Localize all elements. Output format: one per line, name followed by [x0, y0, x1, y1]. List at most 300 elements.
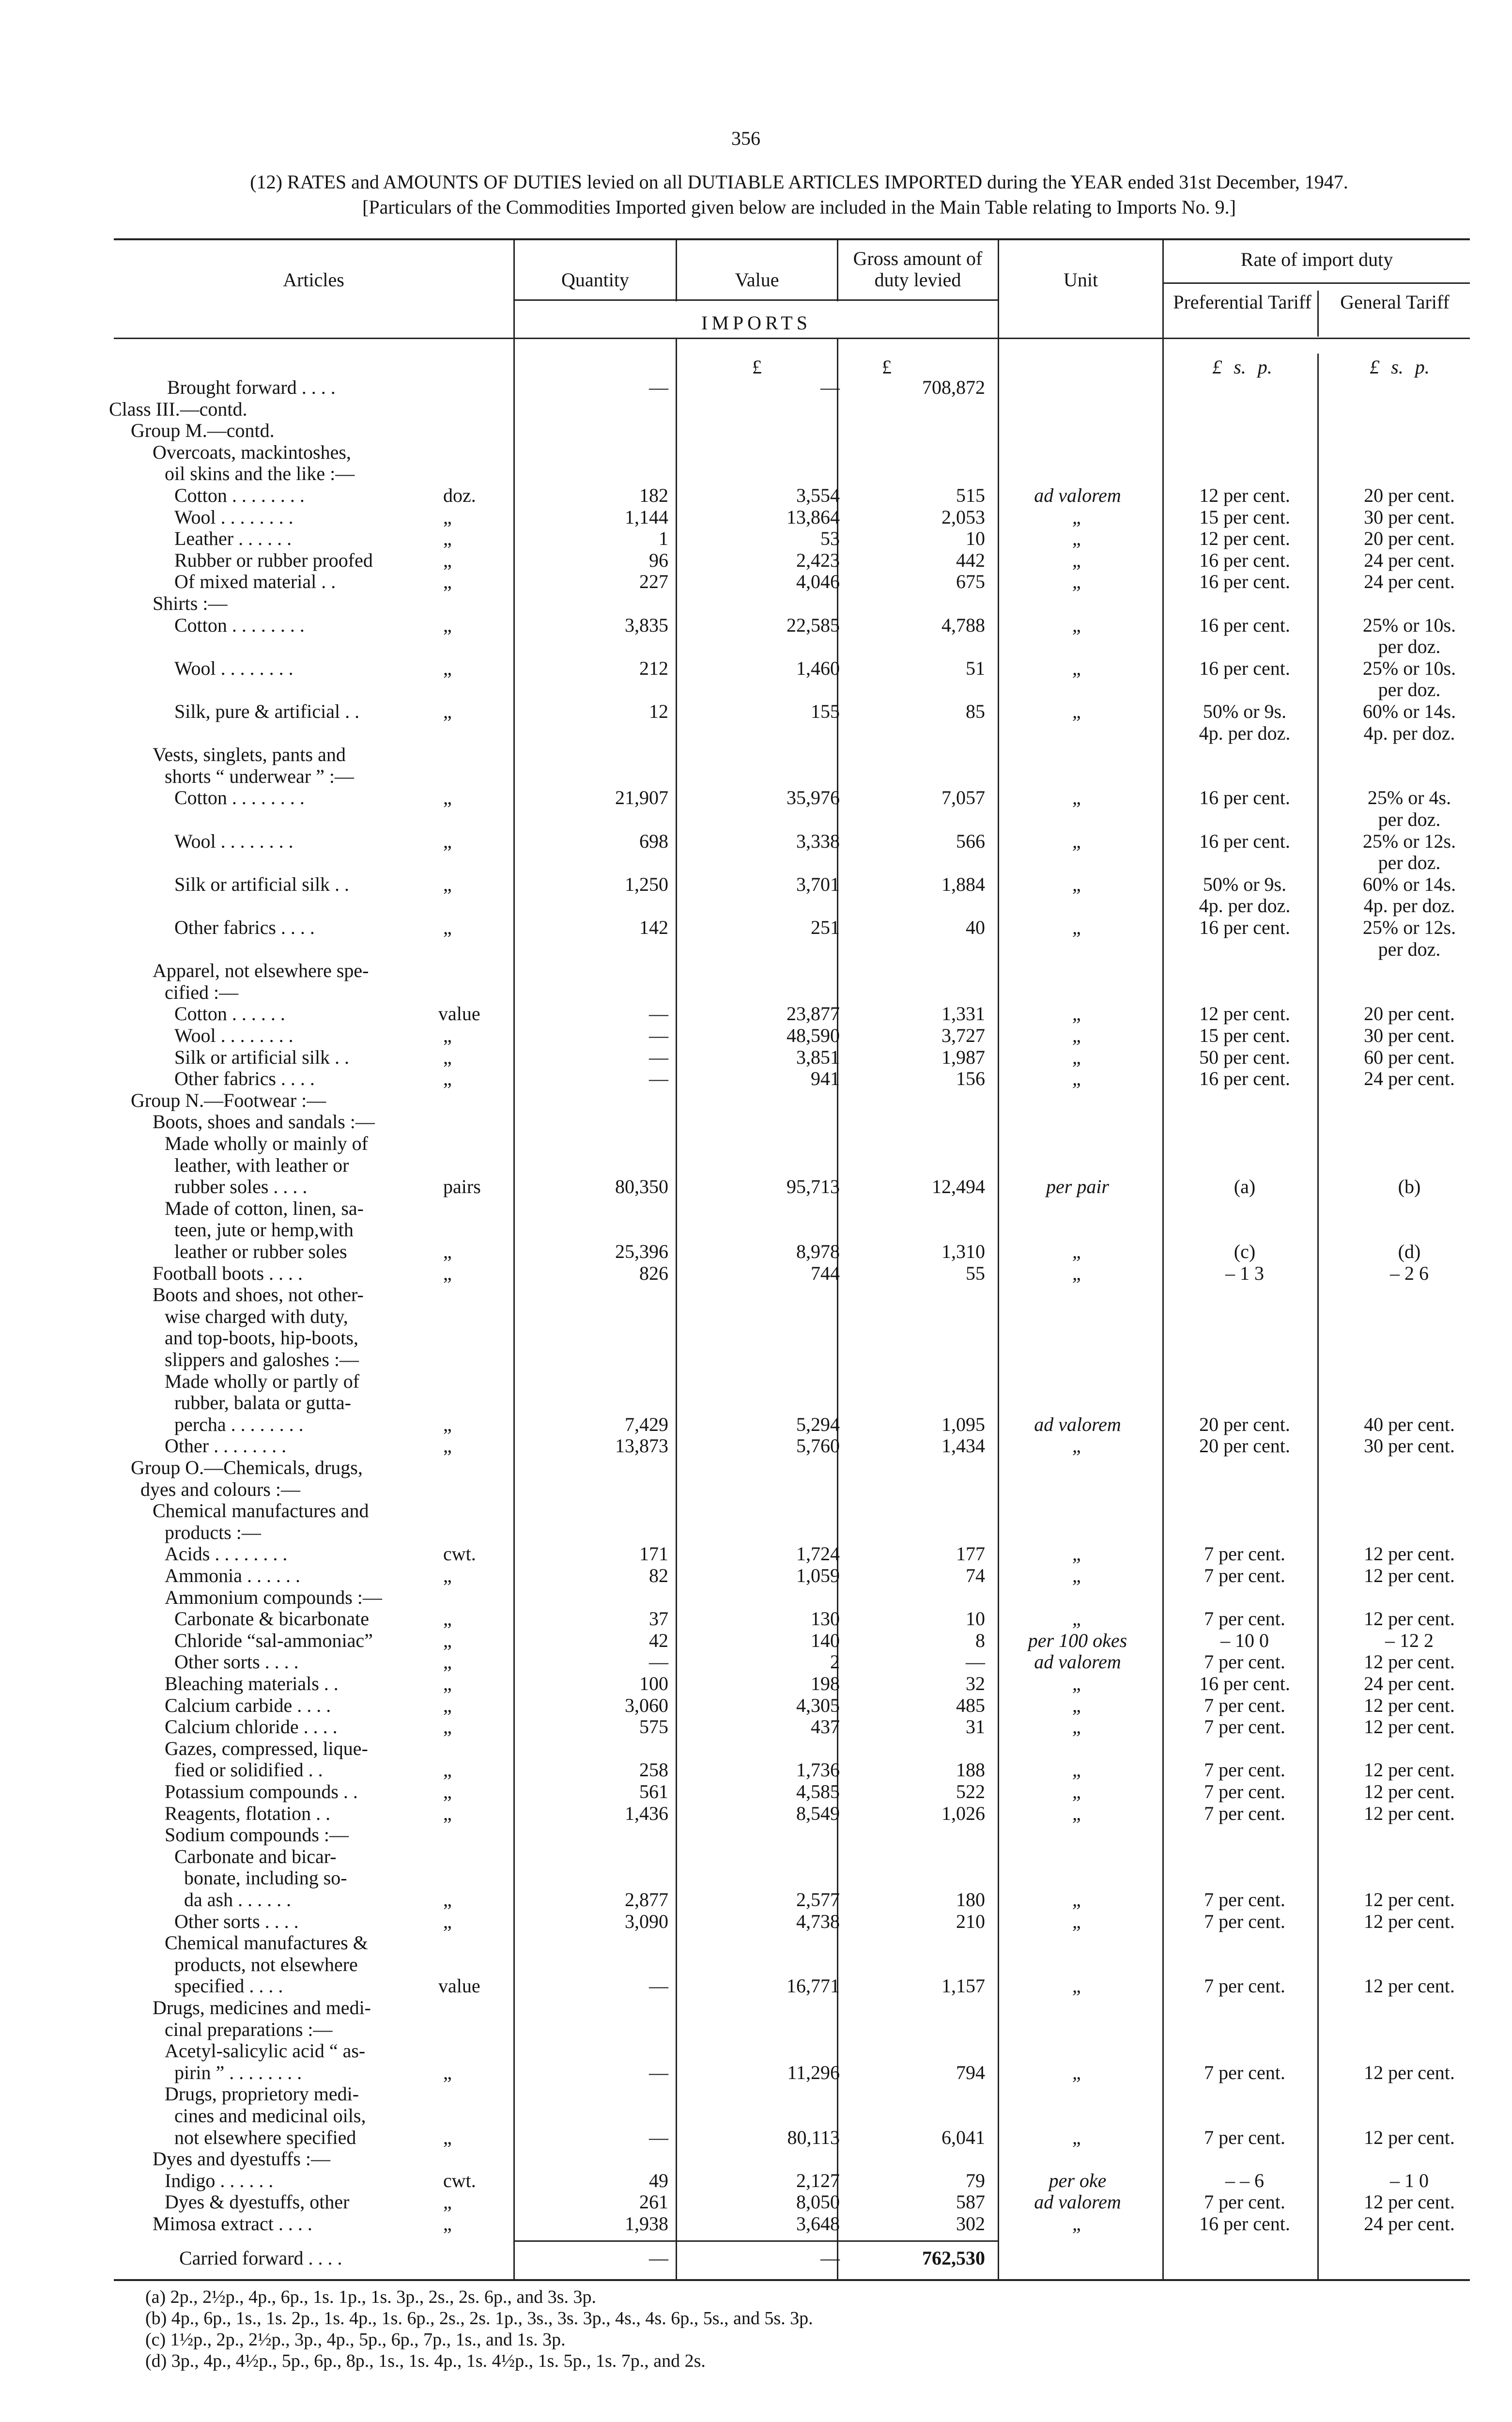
unit-of-quantity: cwt. [443, 1543, 476, 1565]
unit-of-quantity: „ [443, 1046, 452, 1068]
unit-of-quantity: „ [443, 1759, 452, 1781]
gross-duty-cell: 794 [956, 2062, 985, 2083]
value-cell: 8,050 [796, 2191, 840, 2213]
unit-of-quantity: „ [443, 873, 452, 895]
unit-of-quantity: „ [443, 1673, 452, 1694]
table-row [0, 2083, 1512, 2105]
value-cell: 3,851 [796, 1046, 840, 1068]
preferential-rate-cell: 16 per cent. [1199, 571, 1290, 592]
table-top-rule [114, 238, 1470, 240]
article-label: Indigo . . . . . . [165, 2170, 274, 2191]
article-label: Silk, pure & artificial . . [174, 700, 360, 722]
table-bottom-rule [114, 2279, 1470, 2281]
carried-forward-row [0, 2248, 1512, 2269]
unit-of-quantity: cwt. [443, 2170, 476, 2191]
article-label: Overcoats, mackintoshes, [153, 441, 351, 463]
article-label: dyes and colours :— [140, 1478, 300, 1500]
quantity-cell: 575 [639, 1716, 668, 1738]
preferential-rate-cell: 7 per cent. [1204, 2062, 1285, 2083]
article-label: Wool . . . . . . . . [174, 657, 293, 679]
table-row [0, 377, 1512, 398]
unit-of-quantity: „ [443, 1025, 452, 1046]
preferential-rate-cell: 20 per cent. [1199, 1413, 1290, 1435]
general-rate-cell: 12 per cent. [1364, 1889, 1455, 1910]
article-label: cines and medicinal oils, [174, 2105, 366, 2127]
table-row [0, 1824, 1512, 1846]
gross-duty-cell: 4,788 [941, 614, 985, 636]
unit-of-quantity: „ [443, 614, 452, 636]
table-row [0, 1911, 1512, 1932]
value-cell: 1,736 [796, 1759, 840, 1781]
quantity-cell: 42 [649, 1630, 668, 1651]
unit-cell: „ [1072, 1068, 1083, 1089]
carried-value: — [820, 2247, 840, 2269]
article-label: Of mixed material . . [174, 571, 336, 592]
quantity-cell: 142 [639, 916, 668, 938]
article-label: percha . . . . . . . . [174, 1413, 304, 1435]
preferential-rate-cell: 50 per cent. [1199, 1046, 1290, 1068]
gross-duty-cell: 8 [975, 1630, 985, 1651]
quantity-cell: 698 [639, 830, 668, 852]
value-cell: 4,046 [796, 571, 840, 592]
general-rate-cell: 60 per cent. [1364, 1046, 1455, 1068]
preferential-rate-cell: 16 per cent. [1199, 830, 1290, 852]
value-cell: 95,713 [787, 1176, 840, 1197]
table-row [0, 1997, 1512, 2018]
article-label: Wool . . . . . . . . [174, 1025, 293, 1046]
table-row [0, 1414, 1512, 1435]
value-cell: 5,760 [796, 1435, 840, 1457]
general-rate-cell: 12 per cent. [1364, 1694, 1455, 1716]
general-rate-cell: 60% or 14s. [1362, 873, 1456, 895]
table-row [0, 1673, 1512, 1694]
table-row [0, 1479, 1512, 1500]
quantity-cell: 258 [639, 1759, 668, 1781]
gross-duty-cell: 79 [966, 2170, 985, 2191]
unit-cell: „ [1072, 1975, 1083, 1997]
unit-of-quantity: „ [443, 1694, 452, 1716]
article-label: and top-boots, hip-boots, [165, 1327, 358, 1349]
unit-of-quantity: „ [443, 916, 452, 938]
table-row [0, 1155, 1512, 1176]
value-cell: 2,577 [796, 1889, 840, 1910]
table-row [0, 1867, 1512, 1889]
article-label: Chemical manufactures and [153, 1500, 369, 1522]
article-label: Cotton . . . . . . . . [174, 614, 305, 636]
table-row [0, 2019, 1512, 2040]
preferential-rate-cell: – – 6 [1225, 2170, 1264, 2191]
gross-duty-cell: 522 [956, 1781, 985, 1802]
carried-top-rule [513, 2240, 998, 2242]
preferential-rate-cell: 16 per cent. [1199, 2213, 1290, 2235]
preferential-rate-cell: 16 per cent. [1199, 549, 1290, 571]
preferential-rate-cell: 7 per cent. [1204, 1694, 1285, 1716]
article-label: Boots and shoes, not other- [153, 1284, 364, 1305]
footnotes [145, 2286, 813, 2372]
article-label: Football boots . . . . [153, 1262, 303, 1284]
unit-of-quantity: „ [443, 1608, 452, 1630]
table-row [0, 2170, 1512, 2191]
table-row [0, 1435, 1512, 1457]
gross-duty-cell: 485 [956, 1694, 985, 1716]
gross-duty-cell: 10 [966, 528, 985, 549]
quantity-cell: — [649, 1975, 668, 1997]
quantity-cell: 21,907 [615, 787, 668, 808]
gross-duty-cell: 1,987 [941, 1046, 985, 1068]
unit-of-quantity: „ [443, 1910, 452, 1932]
col-divider-3 [837, 238, 838, 301]
gross-duty-cell: 566 [956, 830, 985, 852]
gross-duty-cell: 1,331 [941, 1003, 985, 1025]
lsd-preferential: £ s. p. [1212, 356, 1272, 378]
gross-duty-cell: 12,494 [932, 1176, 985, 1197]
table-row [0, 1457, 1512, 1478]
unit-of-quantity: „ [443, 1651, 452, 1673]
general-rate-cell: 30 per cent. [1364, 1435, 1455, 1457]
value-cell: 3,701 [796, 873, 840, 895]
unit-cell: „ [1072, 1759, 1083, 1781]
article-label: Made wholly or mainly of [165, 1133, 368, 1154]
unit-of-quantity: „ [443, 1435, 452, 1457]
footnote-c: (c) 1½p., 2p., 2½p., 3p., 4p., 5p., 6p., 7p., 1s., and 1s. 3p. [145, 2329, 566, 2350]
value-cell: 130 [811, 1608, 840, 1630]
unit-cell: per pair [1046, 1176, 1109, 1197]
unit-of-quantity: „ [443, 571, 452, 592]
table-row [0, 1781, 1512, 1802]
table-row [0, 679, 1512, 700]
general-rate-cell: per doz. [1378, 679, 1441, 700]
table-row [0, 1889, 1512, 1910]
quantity-cell: 3,090 [625, 1910, 668, 1932]
table-title [121, 170, 1477, 220]
table-row [0, 550, 1512, 571]
preferential-rate-cell: 16 per cent. [1199, 1068, 1290, 1089]
general-rate-cell: 24 per cent. [1364, 1673, 1455, 1694]
value-cell: 140 [811, 1630, 840, 1651]
general-rate-cell: 25% or 10s. [1362, 657, 1456, 679]
quantity-cell: 7,429 [625, 1413, 668, 1435]
table-row [0, 1932, 1512, 1954]
general-rate-cell: (d) [1398, 1241, 1421, 1262]
header-quantity: Quantity [561, 269, 629, 291]
unit-cell: „ [1072, 2213, 1083, 2235]
preferential-rate-cell: 7 per cent. [1204, 1565, 1285, 1586]
quantity-cell: 12 [649, 700, 668, 722]
article-label: specified . . . . [174, 1975, 283, 1997]
table-row [0, 571, 1512, 592]
unit-of-quantity: „ [443, 1802, 452, 1824]
unit-cell: „ [1072, 1435, 1083, 1457]
gross-duty-cell: 515 [956, 484, 985, 506]
general-rate-cell: per doz. [1378, 852, 1441, 873]
preferential-rate-cell: 20 per cent. [1199, 1435, 1290, 1457]
general-rate-cell: 24 per cent. [1364, 2213, 1455, 2235]
unit-cell: „ [1072, 2127, 1083, 2148]
gross-duty-cell: 1,310 [941, 1241, 985, 1262]
unit-cell: „ [1072, 1694, 1083, 1716]
table-row [0, 2040, 1512, 2062]
general-rate-cell: 12 per cent. [1364, 1802, 1455, 1824]
table-row [0, 485, 1512, 506]
table-row [0, 399, 1512, 420]
article-label: oil skins and the like :— [165, 463, 355, 484]
table-row [0, 1716, 1512, 1738]
gross-duty-cell: 3,727 [941, 1025, 985, 1046]
preferential-rate-cell: (c) [1234, 1241, 1256, 1262]
quantity-cell: — [649, 1003, 668, 1025]
header-imports: IMPORTS [701, 312, 811, 334]
value-cell: 4,738 [796, 1910, 840, 1932]
article-label: Dyes & dyestuffs, other [165, 2191, 350, 2213]
header-bottom-rule [114, 338, 1470, 339]
table-row [0, 1068, 1512, 1089]
quantity-cell: 49 [649, 2170, 668, 2191]
quantity-cell: 100 [639, 1673, 668, 1694]
header-gross: Gross amount of duty levied [853, 248, 983, 291]
general-rate-cell: 12 per cent. [1364, 1910, 1455, 1932]
article-label: Leather . . . . . . [174, 528, 292, 549]
general-rate-cell: 20 per cent. [1364, 484, 1455, 506]
general-rate-cell: 12 per cent. [1364, 2191, 1455, 2213]
preferential-rate-cell: 7 per cent. [1204, 1759, 1285, 1781]
table-row [0, 442, 1512, 463]
footnote-d: (d) 3p., 4p., 4½p., 5p., 6p., 8p., 1s., 1s. 4p., 1s. 4½p., 1s. 5p., 1s. 7p., and 2s. [145, 2351, 706, 2371]
table-row [0, 1803, 1512, 1824]
header-articles: Articles [283, 269, 344, 291]
gross-duty-cell: 188 [956, 1759, 985, 1781]
table-row [0, 420, 1512, 441]
preferential-rate-cell: 15 per cent. [1199, 506, 1290, 528]
article-label: cinal preparations :— [165, 2018, 333, 2040]
gross-duty-cell: 302 [956, 2213, 985, 2235]
footnote-a: (a) 2p., 2½p., 4p., 6p., 1s. 1p., 1s. 3p., 2s., 2s. 6p., and 3s. 3p. [145, 2287, 596, 2307]
gross-duty-cell: 40 [966, 916, 985, 938]
table-row [0, 528, 1512, 549]
table-row [0, 507, 1512, 528]
value-cell: 744 [811, 1262, 840, 1284]
article-label: shorts “ underwear ” :— [165, 765, 354, 787]
general-rate-cell: 12 per cent. [1364, 2062, 1455, 2083]
unit-cell: „ [1072, 549, 1083, 571]
gross-duty-cell: 210 [956, 1910, 985, 1932]
quantity-cell: 1 [659, 528, 668, 549]
carried-gross: 762,530 [922, 2247, 985, 2269]
gross-duty-cell: — [966, 1651, 985, 1673]
article-label: Carbonate & bicarbonate [174, 1608, 370, 1630]
article-label: Drugs, proprietory medi- [165, 2083, 359, 2105]
preferential-rate-cell: 16 per cent. [1199, 787, 1290, 808]
general-rate-cell: per doz. [1378, 636, 1441, 657]
unit-cell: „ [1072, 657, 1083, 679]
unit-cell: per 100 okes [1028, 1630, 1127, 1651]
article-label: leather or rubber soles [174, 1241, 347, 1262]
table-row [0, 1349, 1512, 1370]
general-rate-cell: per doz. [1378, 938, 1441, 960]
table-row [0, 615, 1512, 636]
value-cell: 13,864 [787, 506, 840, 528]
table-row [0, 895, 1512, 916]
table-row [0, 1025, 1512, 1046]
preferential-rate-cell: 16 per cent. [1199, 1673, 1290, 1694]
value-cell: 1,460 [796, 657, 840, 679]
unit-cell: „ [1072, 1608, 1083, 1630]
gross-duty-cell: 6,041 [941, 2127, 985, 2148]
preferential-rate-cell: 7 per cent. [1204, 1975, 1285, 1997]
preferential-rate-cell: 7 per cent. [1204, 1716, 1285, 1738]
unit-of-quantity: „ [443, 2127, 452, 2148]
gross-duty-cell: 74 [966, 1565, 985, 1586]
table-row [0, 1738, 1512, 1759]
preferential-rate-cell: 7 per cent. [1204, 1608, 1285, 1630]
article-label: Calcium chloride . . . . [165, 1716, 338, 1738]
general-rate-cell: 24 per cent. [1364, 1068, 1455, 1089]
unit-of-quantity: „ [443, 528, 452, 549]
table-row [0, 1241, 1512, 1262]
preferential-rate-cell: 4p. per doz. [1199, 895, 1291, 916]
table-row [0, 1327, 1512, 1349]
table-row [0, 809, 1512, 830]
table-row [0, 1565, 1512, 1586]
unit-of-quantity: „ [443, 2213, 452, 2235]
table-row [0, 1954, 1512, 1975]
gross-duty-cell: 587 [956, 2191, 985, 2213]
quantity-cell: 1,250 [625, 873, 668, 895]
unit-of-quantity: „ [443, 549, 452, 571]
gross-duty-cell: 442 [956, 549, 985, 571]
value-cell: 22,585 [787, 614, 840, 636]
table-row [0, 1543, 1512, 1565]
quantity-cell: 171 [639, 1543, 668, 1565]
header-rate: Rate of import duty [1240, 248, 1393, 270]
quantity-cell: 37 [649, 1608, 668, 1630]
gross-duty-cell: 1,026 [941, 1802, 985, 1824]
article-label: Reagents, flotation . . [165, 1802, 331, 1824]
general-rate-cell: 25% or 12s. [1362, 916, 1456, 938]
unit-of-quantity: „ [443, 1262, 452, 1284]
general-rate-cell: 12 per cent. [1364, 1543, 1455, 1565]
article-label: Group M.—contd. [131, 419, 275, 441]
general-rate-cell: – 12 2 [1385, 1630, 1434, 1651]
quantity-cell: — [649, 1046, 668, 1068]
general-rate-cell: 40 per cent. [1364, 1413, 1455, 1435]
rate-mid-rule [1162, 282, 1470, 284]
unit-cell: „ [1072, 873, 1083, 895]
article-label: Ammonia . . . . . . [165, 1565, 300, 1586]
unit-cell: „ [1072, 1003, 1083, 1025]
table-row [0, 2191, 1512, 2213]
article-label: Cotton . . . . . . . . [174, 787, 305, 808]
gross-duty-cell: 1,884 [941, 873, 985, 895]
general-rate-cell: 12 per cent. [1364, 1716, 1455, 1738]
preferential-rate-cell: 16 per cent. [1199, 657, 1290, 679]
article-label: Other fabrics . . . . [174, 916, 315, 938]
unit-of-quantity: „ [443, 657, 452, 679]
unit-of-quantity: „ [443, 1565, 452, 1586]
table-row [0, 1263, 1512, 1284]
unit-cell: „ [1072, 571, 1083, 592]
table-row [0, 658, 1512, 679]
preferential-rate-cell: (a) [1234, 1176, 1256, 1197]
table-row [0, 874, 1512, 895]
quantity-cell: 1,144 [625, 506, 668, 528]
unit-of-quantity: „ [443, 1781, 452, 1802]
table-row [0, 982, 1512, 1003]
quantity-cell: 80,350 [615, 1176, 668, 1197]
quantity-cell: — [649, 1025, 668, 1046]
unit-of-quantity: „ [443, 506, 452, 528]
table-row [0, 744, 1512, 765]
value-cell: 4,305 [796, 1694, 840, 1716]
quantity-cell: — [649, 1068, 668, 1089]
unit-cell: „ [1072, 1910, 1083, 1932]
gross-duty-cell: 32 [966, 1673, 985, 1694]
table-row [0, 831, 1512, 852]
unit-cell: „ [1072, 1241, 1083, 1262]
table-row [0, 1133, 1512, 1154]
article-label: Other sorts . . . . [174, 1651, 299, 1673]
unit-of-quantity: pairs [443, 1176, 481, 1197]
table-row [0, 1371, 1512, 1392]
unit-cell: „ [1072, 506, 1083, 528]
title-line: (12) RATES and AMOUNTS OF DUTIES levied on all DUTIABLE ARTICLES IMPORTED during the YEAR ended 31st December, 1947. [250, 171, 1348, 193]
general-rate-cell: 30 per cent. [1364, 1025, 1455, 1046]
value-cell: 941 [811, 1068, 840, 1089]
unit-of-quantity: doz. [443, 484, 476, 506]
table-row [0, 1284, 1512, 1305]
gross-duty-cell: 177 [956, 1543, 985, 1565]
table-row [0, 2105, 1512, 2127]
quantity-cell: — [649, 2127, 668, 2148]
currency-value: £ [752, 356, 762, 378]
article-label: Wool . . . . . . . . [174, 506, 293, 528]
quantity-cell: 1,938 [625, 2213, 668, 2235]
article-label: Ammonium compounds :— [165, 1586, 382, 1608]
table-row [0, 1587, 1512, 1608]
article-label: rubber soles . . . . [174, 1176, 308, 1197]
table-row [0, 1975, 1512, 1997]
gross-duty-cell: 1,434 [941, 1435, 985, 1457]
table-row [0, 960, 1512, 981]
gross-duty-cell: 2,053 [941, 506, 985, 528]
general-rate-cell: – 2 6 [1390, 1262, 1429, 1284]
article-label: Other . . . . . . . . [165, 1435, 287, 1457]
unit-cell: ad valorem [1034, 1413, 1121, 1435]
table-row [0, 766, 1512, 787]
gross-duty-cell: 156 [956, 1068, 985, 1089]
table-row [0, 2127, 1512, 2148]
table-row [0, 1219, 1512, 1241]
unit-of-quantity: „ [443, 830, 452, 852]
general-rate-cell: 25% or 4s. [1367, 787, 1451, 808]
unit-of-quantity: „ [443, 1716, 452, 1738]
unit-of-quantity: „ [443, 1630, 452, 1651]
preferential-rate-cell: 7 per cent. [1204, 1910, 1285, 1932]
lsd-general: £ s. p. [1370, 356, 1430, 378]
unit-of-quantity: value [438, 1003, 480, 1025]
gross-duty-cell: 1,095 [941, 1413, 985, 1435]
quantity-cell: 82 [649, 1565, 668, 1586]
preferential-rate-cell: – 10 0 [1220, 1630, 1269, 1651]
table-row [0, 939, 1512, 960]
table-row [0, 1651, 1512, 1673]
unit-of-quantity: „ [443, 1413, 452, 1435]
table-row [0, 1047, 1512, 1068]
article-label: Group O.—Chemicals, drugs, [131, 1457, 363, 1478]
article-label: fied or solidified . . [174, 1759, 323, 1781]
unit-of-quantity: value [438, 1975, 480, 1997]
article-label: Other sorts . . . . [174, 1910, 299, 1932]
quantity-cell: 3,060 [625, 1694, 668, 1716]
